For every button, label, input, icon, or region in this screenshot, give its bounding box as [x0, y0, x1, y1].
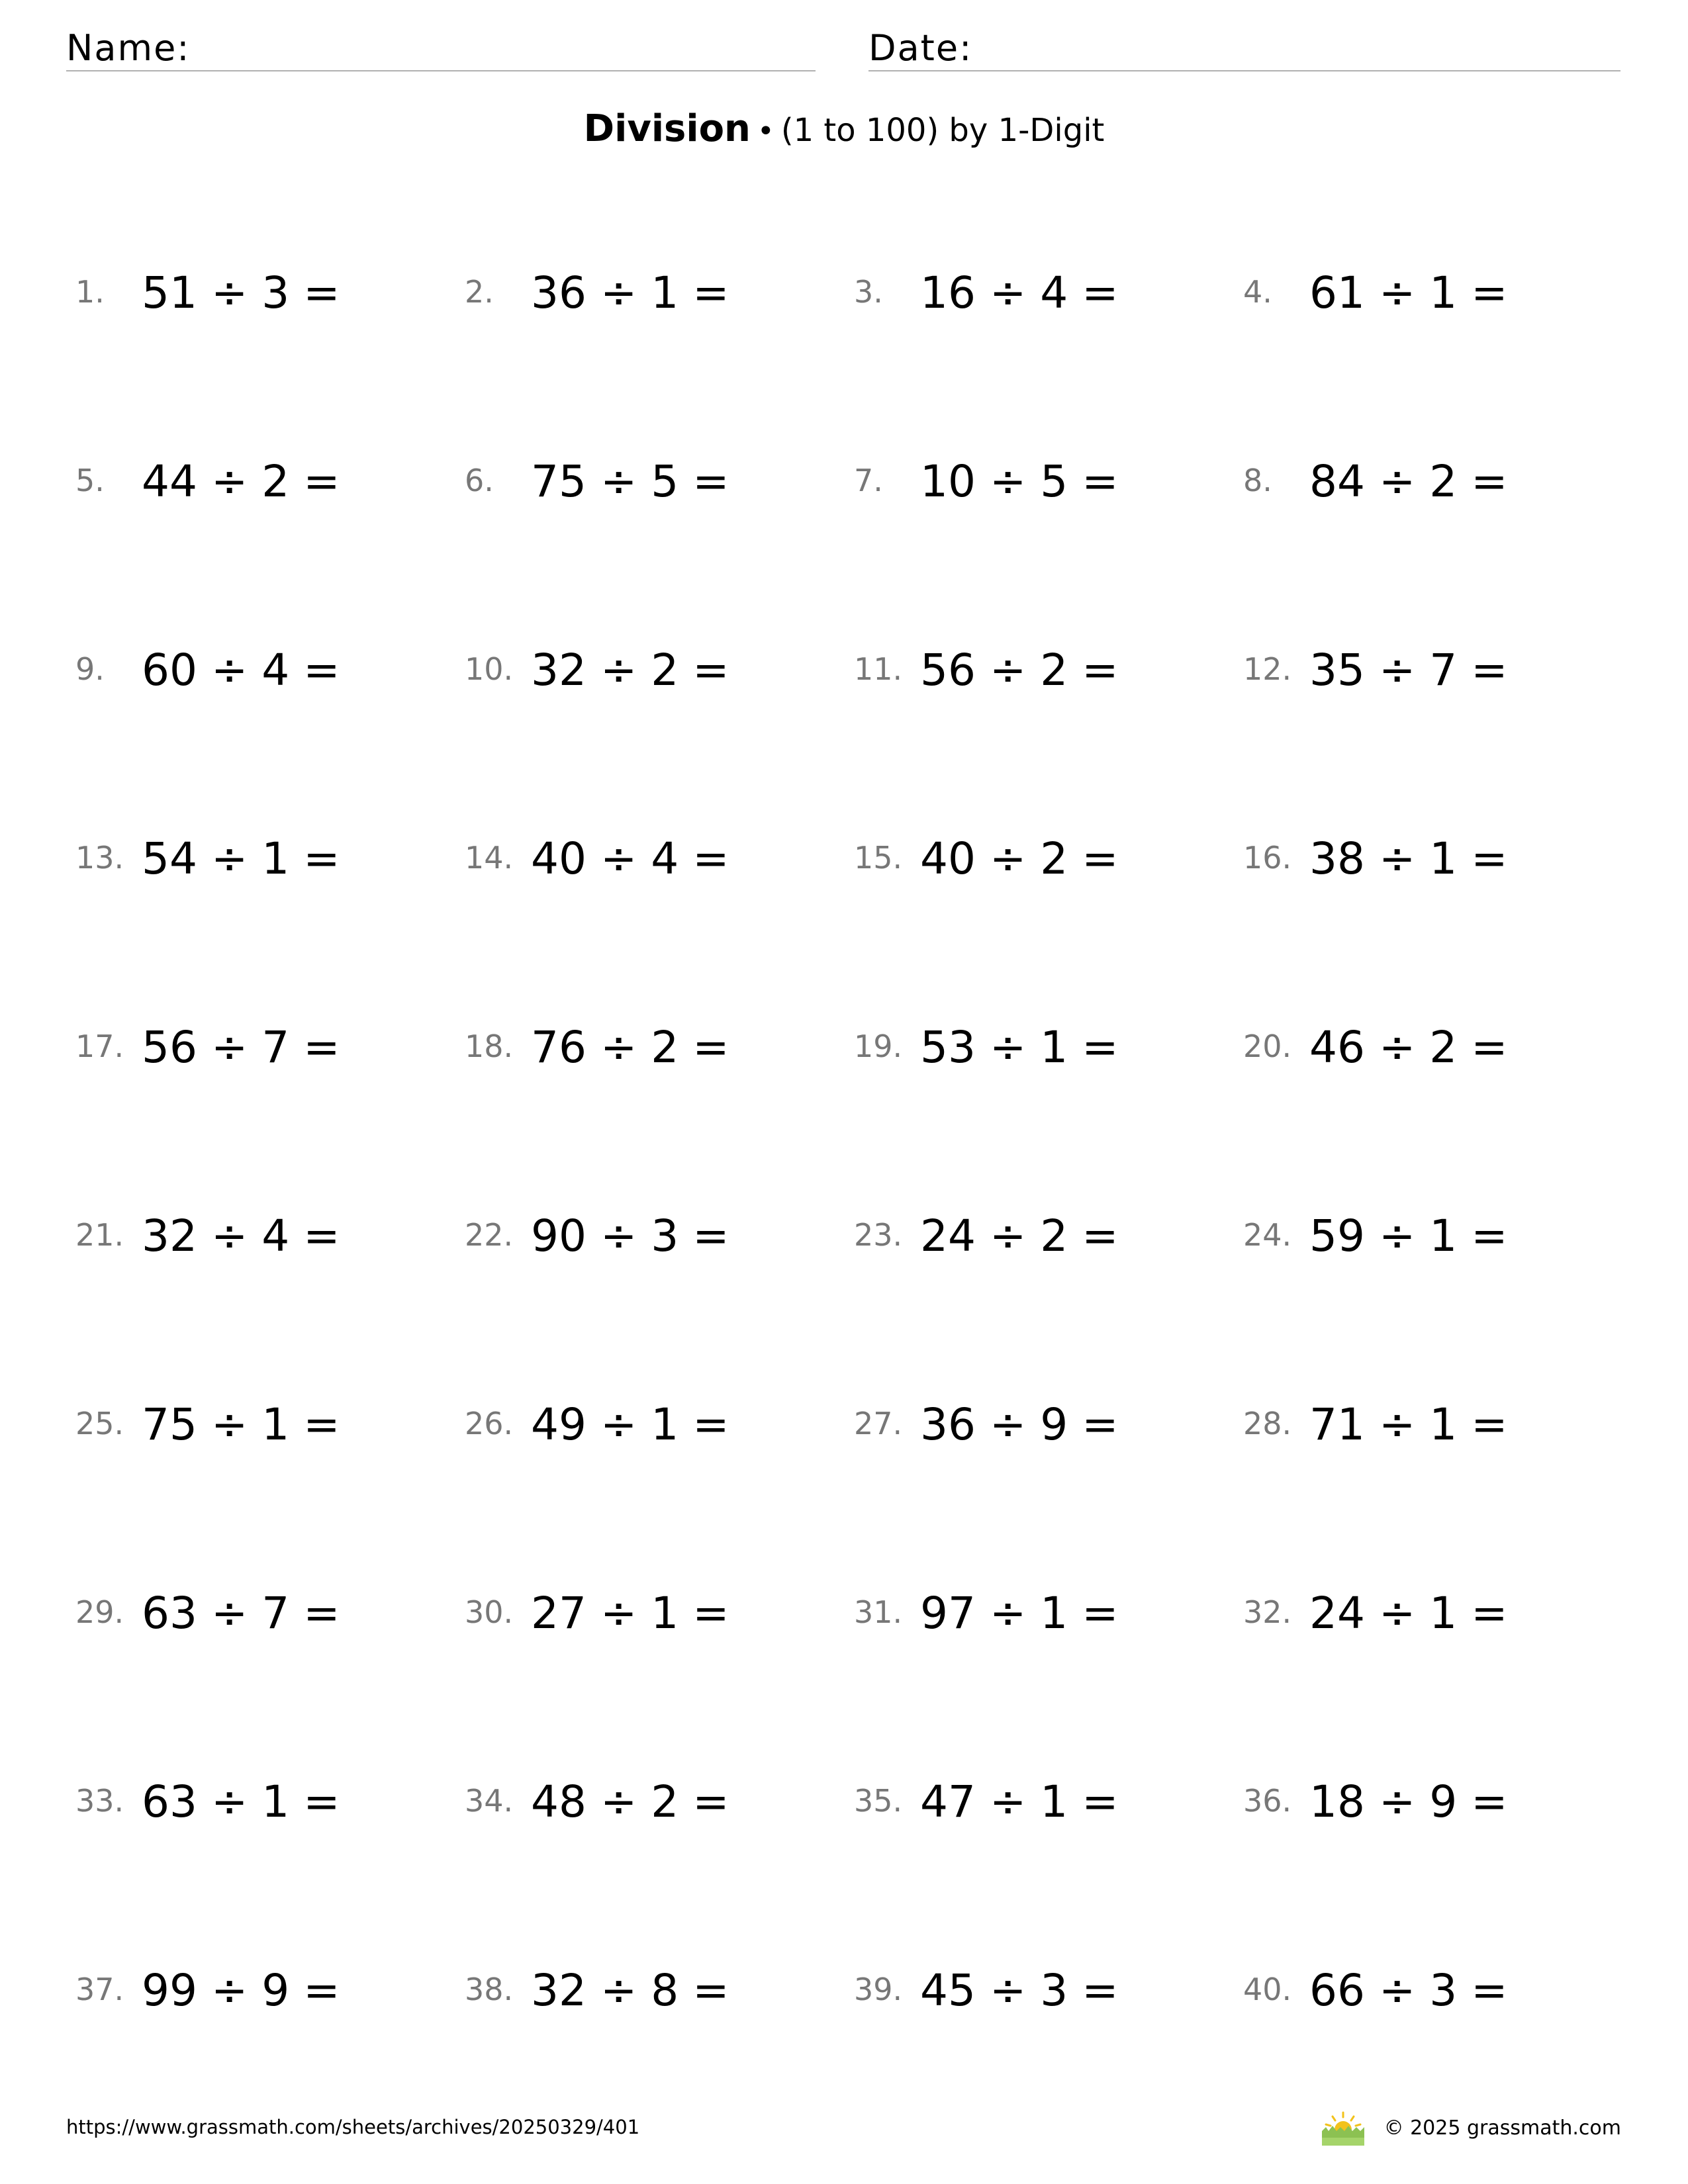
problem-number: 21.: [75, 1217, 124, 1253]
problem-expression: 40 ÷ 4 =: [531, 833, 729, 884]
problem-expression: 56 ÷ 7 =: [142, 1022, 340, 1073]
problem-number: 16.: [1243, 840, 1292, 876]
problem-expression: 97 ÷ 1 =: [920, 1588, 1119, 1639]
problem-expression: 44 ÷ 2 =: [142, 456, 340, 507]
problem-number: 37.: [75, 1972, 124, 2007]
problem-expression: 24 ÷ 2 =: [920, 1210, 1119, 1261]
problem-number: 39.: [854, 1972, 903, 2007]
problem-expression: 63 ÷ 7 =: [142, 1588, 340, 1639]
problem-expression: 47 ÷ 1 =: [920, 1776, 1119, 1827]
problem-expression: 99 ÷ 9 =: [142, 1965, 340, 2016]
problem-number: 33.: [75, 1783, 124, 1819]
problem-number: 4.: [1243, 274, 1272, 310]
problem-number: 8.: [1243, 463, 1272, 498]
problem-expression: 49 ÷ 1 =: [531, 1399, 729, 1450]
problem-number: 40.: [1243, 1972, 1292, 2007]
title-main: Division: [583, 107, 751, 150]
problem-number: 23.: [854, 1217, 903, 1253]
problem-number: 35.: [854, 1783, 903, 1819]
problem-number: 1.: [75, 274, 105, 310]
problem-number: 13.: [75, 840, 124, 876]
problem-expression: 61 ÷ 1 =: [1309, 267, 1508, 318]
problem-expression: 27 ÷ 1 =: [531, 1588, 729, 1639]
problem-expression: 54 ÷ 1 =: [142, 833, 340, 884]
problem-expression: 60 ÷ 4 =: [142, 645, 340, 696]
problem-expression: 84 ÷ 2 =: [1309, 456, 1508, 507]
problem-number: 20.: [1243, 1028, 1292, 1064]
problem-number: 26.: [465, 1406, 514, 1441]
problem-expression: 36 ÷ 1 =: [531, 267, 729, 318]
problem-number: 5.: [75, 463, 105, 498]
problem-number: 3.: [854, 274, 883, 310]
problem-number: 38.: [465, 1972, 514, 2007]
problem-expression: 35 ÷ 7 =: [1309, 645, 1508, 696]
problem-number: 24.: [1243, 1217, 1292, 1253]
title-separator: •: [757, 114, 774, 148]
problem-expression: 46 ÷ 2 =: [1309, 1022, 1508, 1073]
problem-expression: 32 ÷ 2 =: [531, 645, 729, 696]
problem-number: 11.: [854, 651, 903, 687]
name-field[interactable]: [66, 20, 816, 71]
problem-expression: 63 ÷ 1 =: [142, 1776, 340, 1827]
problem-expression: 24 ÷ 1 =: [1309, 1588, 1508, 1639]
problem-number: 18.: [465, 1028, 514, 1064]
problem-expression: 90 ÷ 3 =: [531, 1210, 729, 1261]
problem-expression: 76 ÷ 2 =: [531, 1022, 729, 1073]
problem-expression: 10 ÷ 5 =: [920, 456, 1119, 507]
problem-number: 6.: [465, 463, 494, 498]
problem-number: 30.: [465, 1594, 514, 1630]
footer-url: https://www.grassmath.com/sheets/archives/20250329/401: [66, 2116, 640, 2138]
problem-number: 29.: [75, 1594, 124, 1630]
date-label: Date:: [868, 27, 973, 69]
problem-expression: 32 ÷ 4 =: [142, 1210, 340, 1261]
problem-expression: 18 ÷ 9 =: [1309, 1776, 1508, 1827]
problem-number: 12.: [1243, 651, 1292, 687]
problem-expression: 38 ÷ 1 =: [1309, 833, 1508, 884]
problem-number: 7.: [854, 463, 883, 498]
problem-expression: 48 ÷ 2 =: [531, 1776, 729, 1827]
problem-expression: 32 ÷ 8 =: [531, 1965, 729, 2016]
problem-number: 36.: [1243, 1783, 1292, 1819]
problem-number: 32.: [1243, 1594, 1292, 1630]
sun-over-grass-icon: [1319, 2111, 1367, 2146]
problem-number: 22.: [465, 1217, 514, 1253]
name-label: Name:: [66, 27, 191, 69]
problem-number: 9.: [75, 651, 105, 687]
problem-number: 27.: [854, 1406, 903, 1441]
problem-expression: 75 ÷ 1 =: [142, 1399, 340, 1450]
problem-number: 15.: [854, 840, 903, 876]
copyright: © 2025 grassmath.com: [1383, 2116, 1621, 2140]
problem-number: 14.: [465, 840, 514, 876]
problem-expression: 53 ÷ 1 =: [920, 1022, 1119, 1073]
problem-expression: 75 ÷ 5 =: [531, 456, 729, 507]
title-subtitle: (1 to 100) by 1-Digit: [780, 112, 1105, 149]
problem-expression: 36 ÷ 9 =: [920, 1399, 1119, 1450]
footer-branding: [1319, 2111, 1621, 2146]
problem-expression: 45 ÷ 3 =: [920, 1965, 1119, 2016]
problem-expression: 71 ÷ 1 =: [1309, 1399, 1508, 1450]
problem-number: 34.: [465, 1783, 514, 1819]
problem-expression: 16 ÷ 4 =: [920, 267, 1119, 318]
problem-expression: 66 ÷ 3 =: [1309, 1965, 1508, 2016]
problem-number: 28.: [1243, 1406, 1292, 1441]
problem-expression: 51 ÷ 3 =: [142, 267, 340, 318]
problem-number: 10.: [465, 651, 514, 687]
problem-number: 31.: [854, 1594, 903, 1630]
date-field[interactable]: [868, 20, 1620, 71]
problem-expression: 59 ÷ 1 =: [1309, 1210, 1508, 1261]
problem-number: 19.: [854, 1028, 903, 1064]
problem-expression: 40 ÷ 2 =: [920, 833, 1119, 884]
problem-number: 2.: [465, 274, 494, 310]
problem-number: 17.: [75, 1028, 124, 1064]
problem-number: 25.: [75, 1406, 124, 1441]
problem-expression: 56 ÷ 2 =: [920, 645, 1119, 696]
worksheet-title: [0, 107, 1688, 150]
